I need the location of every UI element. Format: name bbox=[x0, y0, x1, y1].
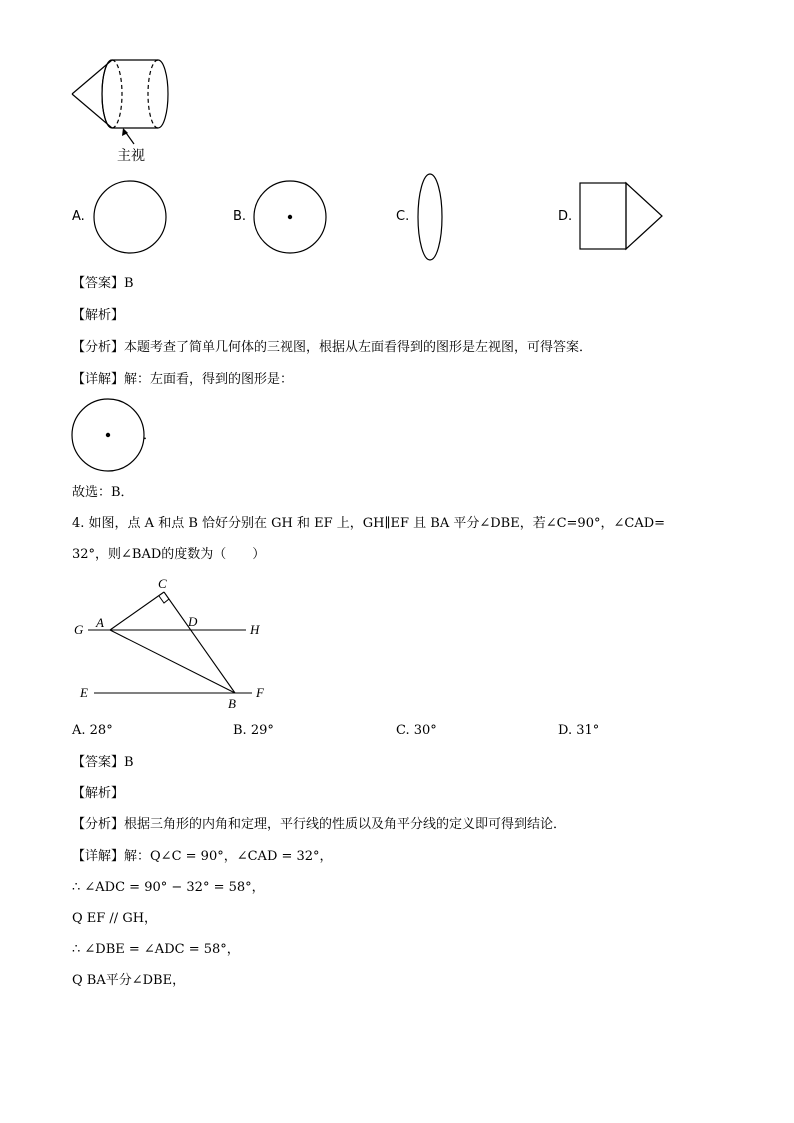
option-b-letter: B. bbox=[233, 209, 247, 224]
q3-conclusion: 故选：B． bbox=[72, 485, 134, 500]
cone-upper-edge bbox=[72, 60, 112, 94]
label-H: H bbox=[250, 622, 260, 637]
option-a-letter: A. bbox=[72, 209, 85, 224]
q4-step-1 bbox=[72, 849, 333, 865]
solid-figure bbox=[60, 50, 190, 150]
answer-value: B bbox=[124, 755, 134, 770]
q4-stem-line1: 4. 如图，点 A 和点 B 恰好分别在 GH 和 EF 上，GH∥EF 且 BA 平分∠DBE，若∠C=90°，∠CAD= bbox=[72, 516, 666, 531]
q4-option-d: D. 31° bbox=[558, 723, 600, 738]
label-A: A bbox=[96, 615, 104, 630]
q4-fenxi-line bbox=[72, 817, 566, 833]
q4-option-b: B. 29° bbox=[233, 723, 274, 738]
segment-AC bbox=[110, 592, 164, 630]
geometry-figure bbox=[70, 572, 280, 714]
label-B: B bbox=[228, 696, 236, 711]
q4-step-3: Q EF // GH， bbox=[72, 911, 158, 926]
q4-stem-line2: 32°，则∠BAD的度数为（ ） bbox=[72, 547, 266, 562]
fenxi-tag: 【分析】 bbox=[72, 817, 125, 832]
step-text: 解：Q∠C = 90°，∠CAD = 32°， bbox=[124, 849, 333, 864]
label-F: F bbox=[256, 685, 264, 700]
fenxi-text: 本题考查了简单几何体的三视图，根据从左面看得到的图形是左视图，可得答案． bbox=[124, 340, 593, 355]
q4-answer-line bbox=[72, 755, 134, 771]
q4-jiexi-tag: 【解析】 bbox=[72, 786, 125, 801]
fenxi-text: 根据三角形的内角和定理，平行线的性质以及角平分线的定义即可得到结论． bbox=[124, 817, 567, 832]
cone-lower-edge bbox=[72, 94, 112, 128]
q4-option-a: A. 28° bbox=[72, 723, 113, 738]
xiangjie-text: 解：左面看，得到的图形是： bbox=[124, 372, 294, 387]
xiangjie-tag: 【详解】 bbox=[72, 372, 125, 387]
option-d-letter: D. bbox=[558, 209, 573, 224]
answer-tag: 【答案】 bbox=[72, 755, 125, 770]
cylinder-right-arc-front bbox=[158, 60, 168, 128]
q4-step-2: ∴ ∠ADC = 90° − 32° = 58°， bbox=[72, 880, 265, 895]
label-D: D bbox=[188, 614, 198, 629]
label-C: C bbox=[158, 576, 167, 591]
cylinder-left-arc bbox=[102, 60, 112, 128]
option-d-square-triangle bbox=[578, 180, 668, 252]
q3-jiexi-tag: 【解析】 bbox=[72, 308, 125, 323]
segment-CB bbox=[164, 592, 235, 693]
figure-period: ． bbox=[143, 428, 157, 443]
fenxi-tag: 【分析】 bbox=[72, 340, 125, 355]
q3-fenxi-line bbox=[72, 340, 592, 356]
answer-tag: 【答案】 bbox=[72, 276, 125, 291]
label-E: E bbox=[80, 685, 88, 700]
answer-value: B bbox=[124, 276, 134, 291]
cylinder-right-arc-hidden bbox=[148, 60, 158, 128]
segment-AB bbox=[110, 630, 235, 693]
option-c-ellipse bbox=[414, 172, 446, 262]
option-a-circle bbox=[92, 180, 168, 256]
label-G: G bbox=[74, 622, 84, 637]
cylinder-left-arc-hidden bbox=[112, 60, 122, 128]
option-b-circle-with-dot bbox=[252, 180, 328, 256]
option-c-letter: C. bbox=[396, 209, 410, 224]
xiangjie-tag: 【详解】 bbox=[72, 849, 125, 864]
q3-answer-line bbox=[72, 276, 134, 292]
left-view-circle bbox=[70, 398, 148, 474]
q3-xiangjie-line bbox=[72, 372, 293, 388]
main-view-label: 主视 bbox=[117, 148, 145, 164]
q4-step-4: ∴ ∠DBE = ∠ADC = 58°， bbox=[72, 942, 240, 957]
q4-option-c: C. 30° bbox=[396, 723, 437, 738]
q4-step-5: Q BA平分∠DBE， bbox=[72, 973, 186, 988]
